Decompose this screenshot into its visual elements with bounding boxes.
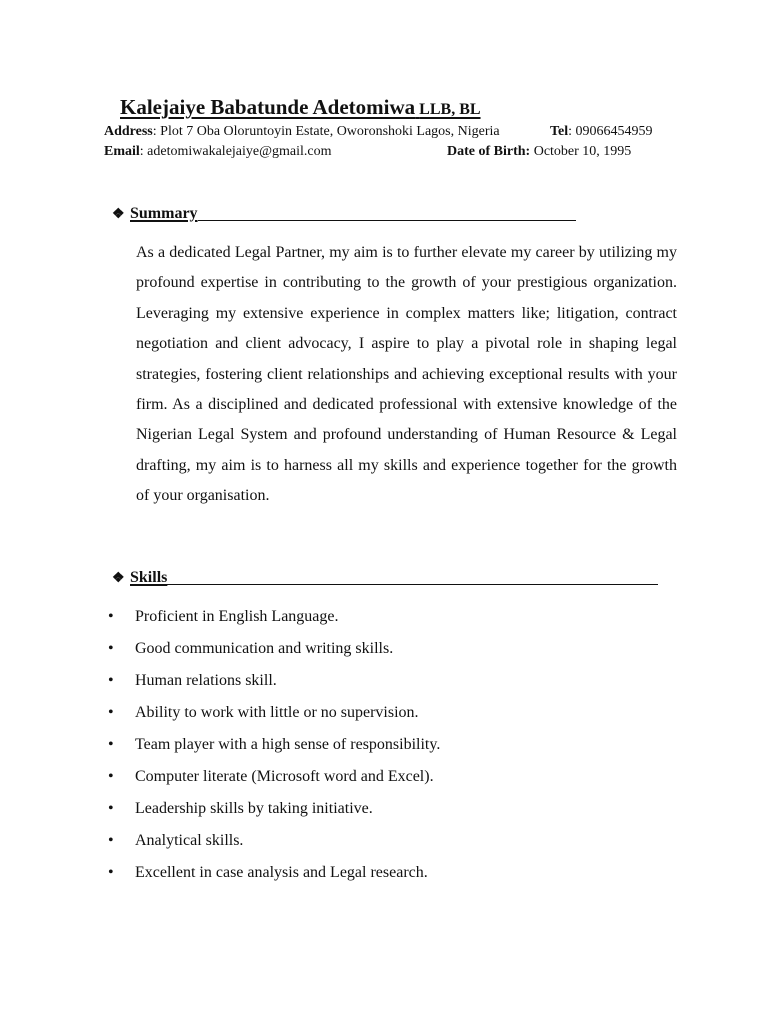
skills-title: Skills bbox=[130, 569, 168, 586]
bullet-icon: • bbox=[108, 736, 114, 753]
bullet-icon: • bbox=[108, 832, 114, 849]
address-row bbox=[104, 124, 653, 140]
skill-text: Ability to work with little or no supervision. bbox=[135, 704, 419, 721]
bullet-icon: • bbox=[108, 864, 114, 881]
skill-text: Good communication and writing skills. bbox=[135, 640, 394, 657]
skills-heading bbox=[112, 569, 658, 587]
skills-list bbox=[108, 605, 440, 893]
diamond-flower-icon: ❖ bbox=[112, 207, 125, 222]
candidate-name: Kalejaiye Babatunde Adetomiwa bbox=[120, 95, 416, 119]
dob-value: October 10, 1995 bbox=[530, 144, 632, 159]
skill-text: Analytical skills. bbox=[135, 832, 244, 849]
bullet-icon: • bbox=[108, 768, 114, 785]
email-value: : adetomiwakalejaiye@gmail.com bbox=[139, 144, 332, 159]
skill-text: Excellent in case analysis and Legal research. bbox=[135, 864, 428, 881]
list-item bbox=[108, 797, 440, 829]
skills-heading-rule bbox=[167, 583, 658, 585]
list-item bbox=[108, 765, 440, 797]
bullet-icon: • bbox=[108, 704, 114, 721]
list-item bbox=[108, 637, 440, 669]
summary-title: Summary bbox=[130, 205, 198, 222]
skill-text: Team player with a high sense of responsibility. bbox=[135, 736, 441, 753]
skill-text: Proficient in English Language. bbox=[135, 608, 339, 625]
summary-heading-rule bbox=[198, 219, 576, 221]
bullet-icon: • bbox=[108, 672, 114, 689]
list-item bbox=[108, 701, 440, 733]
dob-field bbox=[447, 144, 631, 160]
summary-paragraph: As a dedicated Legal Partner, my aim is to further elevate my career by utilizing my profound expertise in contributing to the growth of your prestigious organization. Leveraging my extensive experience in complex matters like; litigation, contract negotiation and client advocacy, I aspire to play a pivotal role in shaping legal strategies, fostering client relationships and achieving exceptional results with your firm. As a disciplined and dedicated professional with extensive knowledge of the Nigerian Legal System and profound understanding of Human Resource & Legal drafting, my aim is to harness all my skills and experience together for the growth of your organisation. bbox=[136, 244, 677, 505]
email-row bbox=[104, 144, 632, 160]
skill-text: Computer literate (Microsoft word and Excel). bbox=[135, 768, 434, 785]
resume-name-heading bbox=[120, 95, 481, 120]
address-label: Address bbox=[104, 124, 153, 139]
bullet-icon: • bbox=[108, 608, 114, 625]
list-item bbox=[108, 733, 440, 765]
dob-label: Date of Birth: bbox=[447, 144, 531, 159]
candidate-credentials: LLB, BL bbox=[419, 101, 481, 118]
skill-text: Leadership skills by taking initiative. bbox=[135, 800, 373, 817]
tel-field bbox=[550, 124, 653, 140]
tel-label: Tel bbox=[550, 124, 569, 139]
bullet-icon: • bbox=[108, 800, 114, 817]
bullet-icon: • bbox=[108, 640, 114, 657]
list-item bbox=[108, 669, 440, 701]
skill-text: Human relations skill. bbox=[135, 672, 277, 689]
list-item bbox=[108, 605, 440, 637]
list-item bbox=[108, 829, 440, 861]
diamond-flower-icon: ❖ bbox=[112, 571, 125, 586]
list-item bbox=[108, 861, 440, 893]
summary-heading bbox=[112, 205, 576, 223]
address-value: : Plot 7 Oba Oloruntoyin Estate, Oworonshoki Lagos, Nigeria bbox=[152, 124, 500, 139]
tel-value: : 09066454959 bbox=[568, 124, 653, 139]
email-label: Email bbox=[104, 144, 140, 159]
